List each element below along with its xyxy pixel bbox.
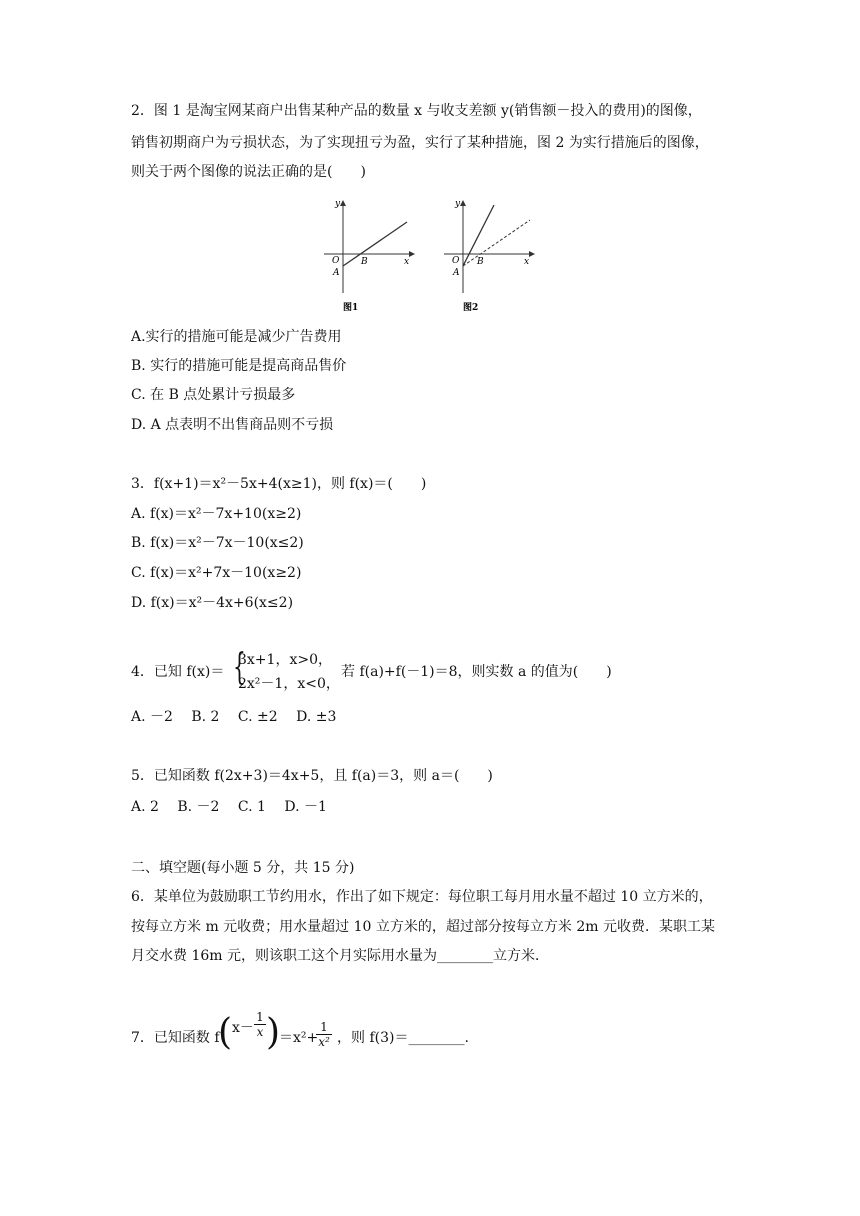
fig1-point-b-label: B [361,257,368,267]
q7-left-paren: ( [218,1012,233,1053]
q7-suffix: ，则 f(3)＝________. [337,1030,469,1046]
q7-inner-x: x－ [232,1020,254,1036]
q2-stem-line2: 销售初期商户为亏损状态，为了实现扭亏为盈，实行了某种措施，图 2 为实行措施后的图像， [131,135,709,151]
q7-inner-fraction [254,1010,266,1039]
q2-option-b: B. 实行的措施可能是提高商品售价 [131,358,347,374]
q2-stem-line3: 则关于两个图像的说法正确的是( ) [131,164,366,180]
q4-options: A. －2 B. 2 C. ±2 D. ±3 [131,709,337,725]
fig1-graph-line [343,222,410,267]
fig1-caption: 图1 [343,303,359,313]
q2-option-a: A.实行的措施可能是减少广告费用 [131,329,342,345]
fig1-origin-label: O [332,256,340,266]
q7-rhs-frac-den: x² [316,1034,332,1049]
q6-line2: 按每立方米 m 元收费；用水量超过 10 立方米的，超过部分按每立方米 2m 元收费．某职工某 [131,919,715,935]
q3-stem: 3．f(x+1)＝x²－5x+4(x≥1)，则 f(x)＝( ) [131,476,427,492]
q5-options: A. 2 B. －2 C. 1 D. －1 [131,799,327,815]
q4-prefix: 4．已知 f(x)＝ [131,664,225,680]
q4-suffix: 若 f(a)+f(－1)＝8，则实数 a 的值为( ) [341,664,612,680]
q7-equals: ＝x²+ [279,1030,319,1046]
q4-brace: { [233,647,246,688]
figure-2 [438,193,543,315]
q3-option-b: B. f(x)＝x²－7x－10(x≤2) [131,535,304,551]
q4-case-2: 2x²－1，x<0， [238,676,340,692]
q7-right-paren: ) [266,1012,281,1053]
q3-option-d: D. f(x)＝x²－4x+6(x≤2) [131,595,294,611]
q4-case-1: 3x+1，x>0， [238,652,332,668]
q3-option-c: C. f(x)＝x²+7x－10(x≥2) [131,565,302,581]
fig1-y-label: y [335,199,341,209]
q3-option-a: A. f(x)＝x²－7x+10(x≥2) [131,506,302,522]
fig2-point-a-label: A [453,268,460,278]
q7-prefix: 7．已知函数 f [131,1030,220,1046]
q6-line1: 6．某单位为鼓励职工节约用水，作出了如下规定：每位职工每月用水量不超过 10 立方米的， [131,889,713,905]
q2-option-d: D. A 点表明不出售商品则不亏损 [131,417,334,433]
q7-rhs-frac-num: 1 [320,1020,328,1034]
fig2-point-b-label: B [477,257,484,267]
q5-stem: 5．已知函数 f(2x+3)＝4x+5，且 f(a)＝3，则 a＝( ) [131,768,493,784]
fig1-point-a-label: A [333,268,340,278]
fig2-x-label: x [524,257,530,267]
fig2-old-graph-dashed [463,220,530,266]
q7-inner-frac-den: x [254,1024,266,1039]
q2-option-c: C. 在 B 点处累计亏损最多 [131,387,296,403]
q7-inner-frac-num: 1 [256,1010,264,1024]
q6-line3: 月交水费 16m 元，则该职工这个月实际用水量为________立方米． [131,948,549,964]
q7-rhs-fraction [316,1020,332,1049]
figure-1 [318,193,423,315]
section-2-title: 二、填空题(每小题 5 分，共 15 分) [131,860,355,876]
fig1-x-label: x [404,257,410,267]
fig2-y-label: y [455,199,461,209]
q2-figures [318,193,548,315]
fig2-origin-label: O [452,256,460,266]
fig2-caption: 图2 [463,303,479,313]
q2-stem-line1: 2．图 1 是淘宝网某商户出售某种产品的数量 x 与收支差额 y(销售额－投入的费用)的图像， [131,103,702,119]
